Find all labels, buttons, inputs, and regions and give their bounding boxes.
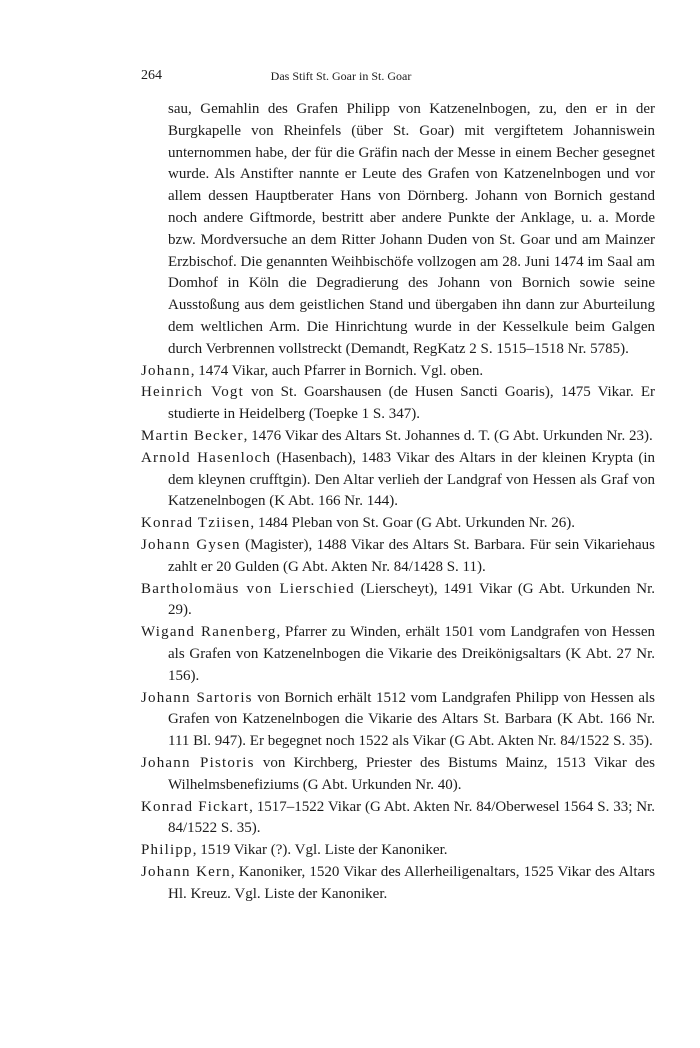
entry-name: Johann Kern xyxy=(141,863,231,880)
entry-text: von Bornich erhält 1512 vom Landgrafen Philipp von Hessen als Grafen von Katzenelnbogen die Vikarie des Altars St. Barbara (K Abt. 166 Nr. 111 Bl. 947). Er begegnet noch 1522 als Vikar (G Abt. Akten Nr. 84/1522 S. 35). xyxy=(168,689,655,750)
entry xyxy=(141,426,655,448)
entry xyxy=(141,840,655,862)
entry-name: Arnold Hasenloch xyxy=(141,449,272,466)
entry-text: (Lierscheyt), 1491 Vikar (G Abt. Urkunden Nr. 29). xyxy=(168,580,656,619)
page-header xyxy=(141,66,541,86)
entry-list xyxy=(141,99,655,905)
entry-text: , 1484 Pleban von St. Goar (G Abt. Urkunden Nr. 26). xyxy=(250,515,575,532)
entry xyxy=(141,753,655,797)
entry-text: (Hasenbach), 1483 Vikar des Altars in der kleinen Krypta (in dem kleynen crufftgin). Den Altar verlieh der Landgraf von Hessen als Graf von Katzenelnbogen (K Abt. 166 Nr. 144). xyxy=(168,449,655,510)
entry xyxy=(141,688,655,753)
entry xyxy=(141,448,655,513)
entry xyxy=(141,361,655,383)
entry-continuation xyxy=(141,99,655,361)
entry-text: , Kanoniker, 1520 Vikar des Allerheiligenaltars, 1525 Vikar des Altars Hl. Kreuz. Vgl. Liste der Kanoniker. xyxy=(168,863,655,902)
page-number: 264 xyxy=(141,68,162,83)
entry-text: von Kirchberg, Priester des Bistums Mainz, 1513 Vikar des Wilhelmsbenefiziums (G Abt. Urkunden Nr. 40). xyxy=(168,754,655,793)
entry-name: Martin Becker xyxy=(141,427,244,444)
entry xyxy=(141,535,655,579)
entry xyxy=(141,797,655,841)
entry-name: Johann Pistoris xyxy=(141,754,255,771)
entry xyxy=(141,513,655,535)
entry-name: Konrad Tziisen xyxy=(141,515,251,532)
entry-text: , 1519 Vikar (?). Vgl. Liste der Kanoniker. xyxy=(192,842,448,859)
entry-name: Johann xyxy=(141,362,191,379)
entry-text: , 1517–1522 Vikar (G Abt. Akten Nr. 84/Oberwesel 1564 S. 33; Nr. 84/1522 S. 35). xyxy=(168,798,655,837)
entry-name: Heinrich Vogt xyxy=(141,384,244,401)
entry xyxy=(141,382,655,426)
entry xyxy=(141,622,655,687)
running-title: Das Stift St. Goar in St. Goar xyxy=(270,69,412,83)
entry-text: , Pfarrer zu Winden, erhält 1501 vom Landgrafen von Hessen als Grafen von Katzenelnbogen die Vikarie des Dreikönigsaltars (K Abt. 27 Nr. 156). xyxy=(168,624,655,684)
entry-name: Konrad Fickart xyxy=(141,798,250,815)
entry-text: (Magister), 1488 Vikar des Altars St. Barbara. Für sein Vikariehaus zahlt er 20 Gulden (G Abt. Akten Nr. 84/1428 S. 11). xyxy=(168,536,655,575)
entry-text: sau, Gemahlin des Grafen Philipp von Katzenelnbogen, zu, den er in der Burgkapelle von Rheinfels (über St. Goar) mit vergiftetem Johanniswein unternommen habe, der für die Gräfin nach der Messe in einem Becher gesegnet wurde. Als Anstifter nannte er Leute des Grafen von Katzenelnbogen und vor allem dessen Hauptberater Hans von Dörnberg. Johann von Bornich gestand noch andere Giftmorde, bestritt aber andere Punkte der Anklage, u. a. Morde bzw. Mordversuche an dem Ritter Johann Duden von St. Goar und am Mainzer Erzbischof. Die genannten Weihbischöfe vollzogen am 28. Juni 1474 im Saal am Domhof in Köln die Degradierung des Johann von Bornich sowie seine Ausstoßung aus dem geistlichen Stand und übergaben ihn dann zur Aburteilung dem weltlichen Arm. Die Hinrichtung wurde in der Kesselkule beim Galgen durch Verbrennen vollstreckt (Demandt, RegKatz 2 S. 1515–1518 Nr. 5785). xyxy=(168,101,655,357)
entry-name: Philipp xyxy=(141,842,193,859)
entry-name: Bartholomäus von Lierschied xyxy=(141,580,355,597)
entry-name: Johann Sartoris xyxy=(141,689,253,706)
entry-text: , 1476 Vikar des Altars St. Johannes d. T. (G Abt. Urkunden Nr. 23). xyxy=(243,427,653,444)
entry-text: , 1474 Vikar, auch Pfarrer in Bornich. Vgl. oben. xyxy=(190,362,484,379)
entry xyxy=(141,579,655,623)
entry xyxy=(141,862,655,906)
entry-name: Wigand Ranenberg xyxy=(141,624,277,641)
entry-name: Johann Gysen xyxy=(141,536,241,553)
entry-text: von St. Goarshausen (de Husen Sancti Goaris), 1475 Vikar. Er studierte in Heidelberg (Toepke 1 S. 347). xyxy=(168,384,655,423)
